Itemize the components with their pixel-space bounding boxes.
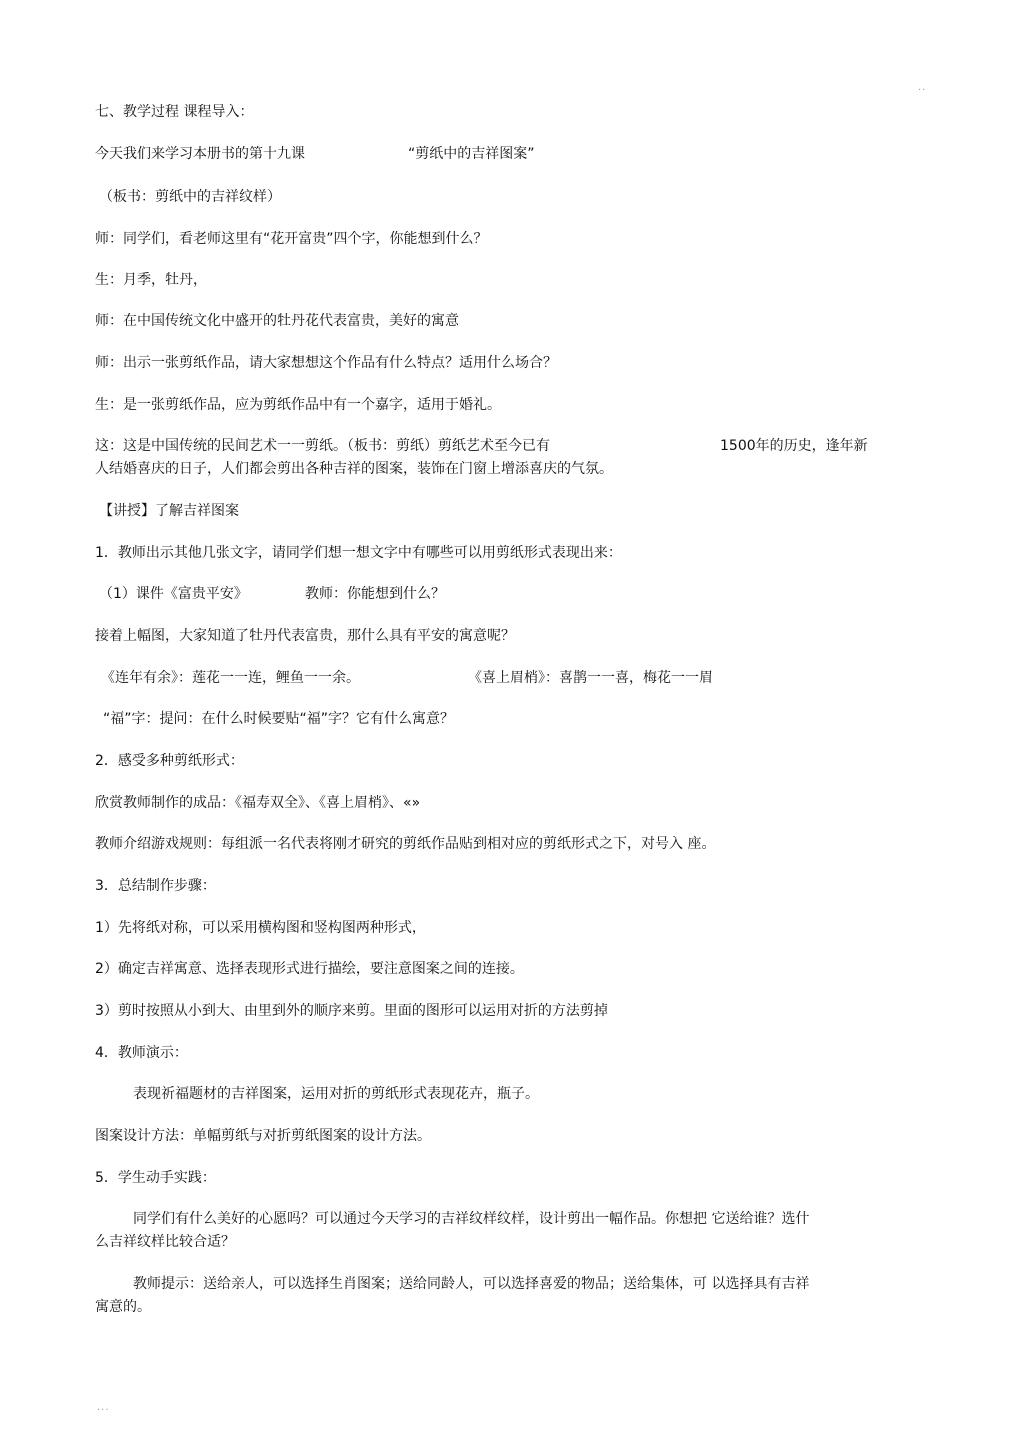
paragraph-teacher-tips-line-2: 寓意的。 — [95, 1299, 151, 1315]
paragraph-teacher-works: 欣赏教师制作的成品：《福寿双全》、《喜上眉梢》、«» — [95, 795, 421, 811]
paragraph-game-rules: 教师介绍游戏规则：每组派一名代表将刚才研究的剪纸作品贴到相对应的剪纸形式之下，对号入 座。 — [95, 836, 716, 852]
production-step-3: 3）剪时按照从小到大、由里到外的顺序来剪。里面的图形可以运用对折的方法剪掉 — [95, 1003, 608, 1019]
pattern-example-xi-shang-mei-shao: 《喜上眉梢》：喜鹊一一喜，梅花一一眉 — [468, 670, 713, 686]
papercut-history-text: 这：这是中国传统的民间艺术一一剪纸。（板书：剪纸）剪纸艺术至今已有 — [95, 438, 550, 454]
paragraph-design-method: 图案设计方法：单幅剪纸与对折剪纸图案的设计方法。 — [95, 1128, 431, 1144]
corner-mark-top-right: .. — [918, 82, 927, 93]
courseware-teacher-question: 教师：你能想到什么？ — [305, 586, 445, 602]
paragraph-student-answer-2: 生：是一张剪纸作品，应为剪纸作品中有一个嘉字，适用于婚礼。 — [95, 397, 501, 413]
paragraph-teacher-statement: 师：在中国传统文化中盛开的牡丹花代表富贵，美好的寓意 — [95, 313, 459, 329]
paragraph-teacher-question-1: 师：同学们，看老师这里有“花开富贵”四个字，你能想到什么？ — [95, 231, 488, 247]
paragraph-student-answer-1: 生：月季，牡丹， — [95, 272, 207, 288]
papercut-history-years: 1500年的历史，逢年新 — [720, 438, 868, 454]
paragraph-board-note: （板书：剪纸中的吉祥纹样） — [99, 189, 281, 205]
corner-mark-bottom-left: ... — [97, 1402, 110, 1413]
step-3-heading: 3．总结制作步骤： — [95, 878, 216, 894]
paragraph-papercut-history-line-2: 人结婚喜庆的日子，人们都会剪出各种吉祥的图案，装饰在门窗上增添喜庆的气氛。 — [95, 461, 613, 477]
step-5-heading: 5．学生动手实践： — [95, 1170, 216, 1186]
paragraph-demonstration: 表现祈福题材的吉祥图案，运用对折的剪纸形式表现花卉，瓶子。 — [133, 1086, 539, 1102]
production-step-1: 1）先将纸对称，可以采用横构图和竖构图两种形式， — [95, 920, 426, 936]
production-step-2: 2）确定吉祥寓意、选择表现形式进行描绘，要注意图案之间的连接。 — [95, 961, 524, 977]
paragraph-fu-character-question: “福”字：提问：在什么时候要贴“福”字？它有什么寓意？ — [103, 711, 455, 727]
courseware-title: （1）课件《富贵平安》 — [99, 586, 248, 602]
step-2-heading: 2．感受多种剪纸形式： — [95, 753, 244, 769]
paragraph-teacher-question-2: 师：出示一张剪纸作品，请大家想想这个作品有什么特点？适用什么场合？ — [95, 355, 557, 371]
step-1-heading: 1．教师出示其他几张文字，请同学们想一想文字中有哪些可以用剪纸形式表现出来： — [95, 545, 622, 561]
paragraph-teacher-tips-line-1: 教师提示：送给亲人，可以选择生肖图案；送给同龄人，可以选择喜爱的物品；送给集体，可 以选择具有吉祥 — [133, 1276, 810, 1292]
step-4-heading: 4．教师演示： — [95, 1045, 188, 1061]
paragraph-student-practice-line-2: 么吉祥纹样比较合适？ — [95, 1234, 235, 1250]
section-heading-lecture: 【讲授】了解吉祥图案 — [99, 503, 239, 519]
lesson-intro-text: 今天我们来学习本册书的第十九课 — [95, 146, 305, 162]
lesson-title-quote: “剪纸中的吉祥图案” — [408, 146, 535, 162]
paragraph-student-practice-line-1: 同学们有什么美好的心愿吗？可以通过今天学习的吉祥纹样纹样，设计剪出一幅作品。你想把 它送给谁？选什 — [133, 1211, 810, 1227]
paragraph-peace-meaning: 接着上幅图，大家知道了牡丹代表富贵，那什么具有平安的寓意呢？ — [95, 628, 515, 644]
section-heading-teaching-process: 七、教学过程 课程导入： — [95, 104, 254, 120]
pattern-example-lian-nian-you-yu: 《连年有余》：莲花一一连，鲤鱼一一余。 — [101, 670, 360, 686]
